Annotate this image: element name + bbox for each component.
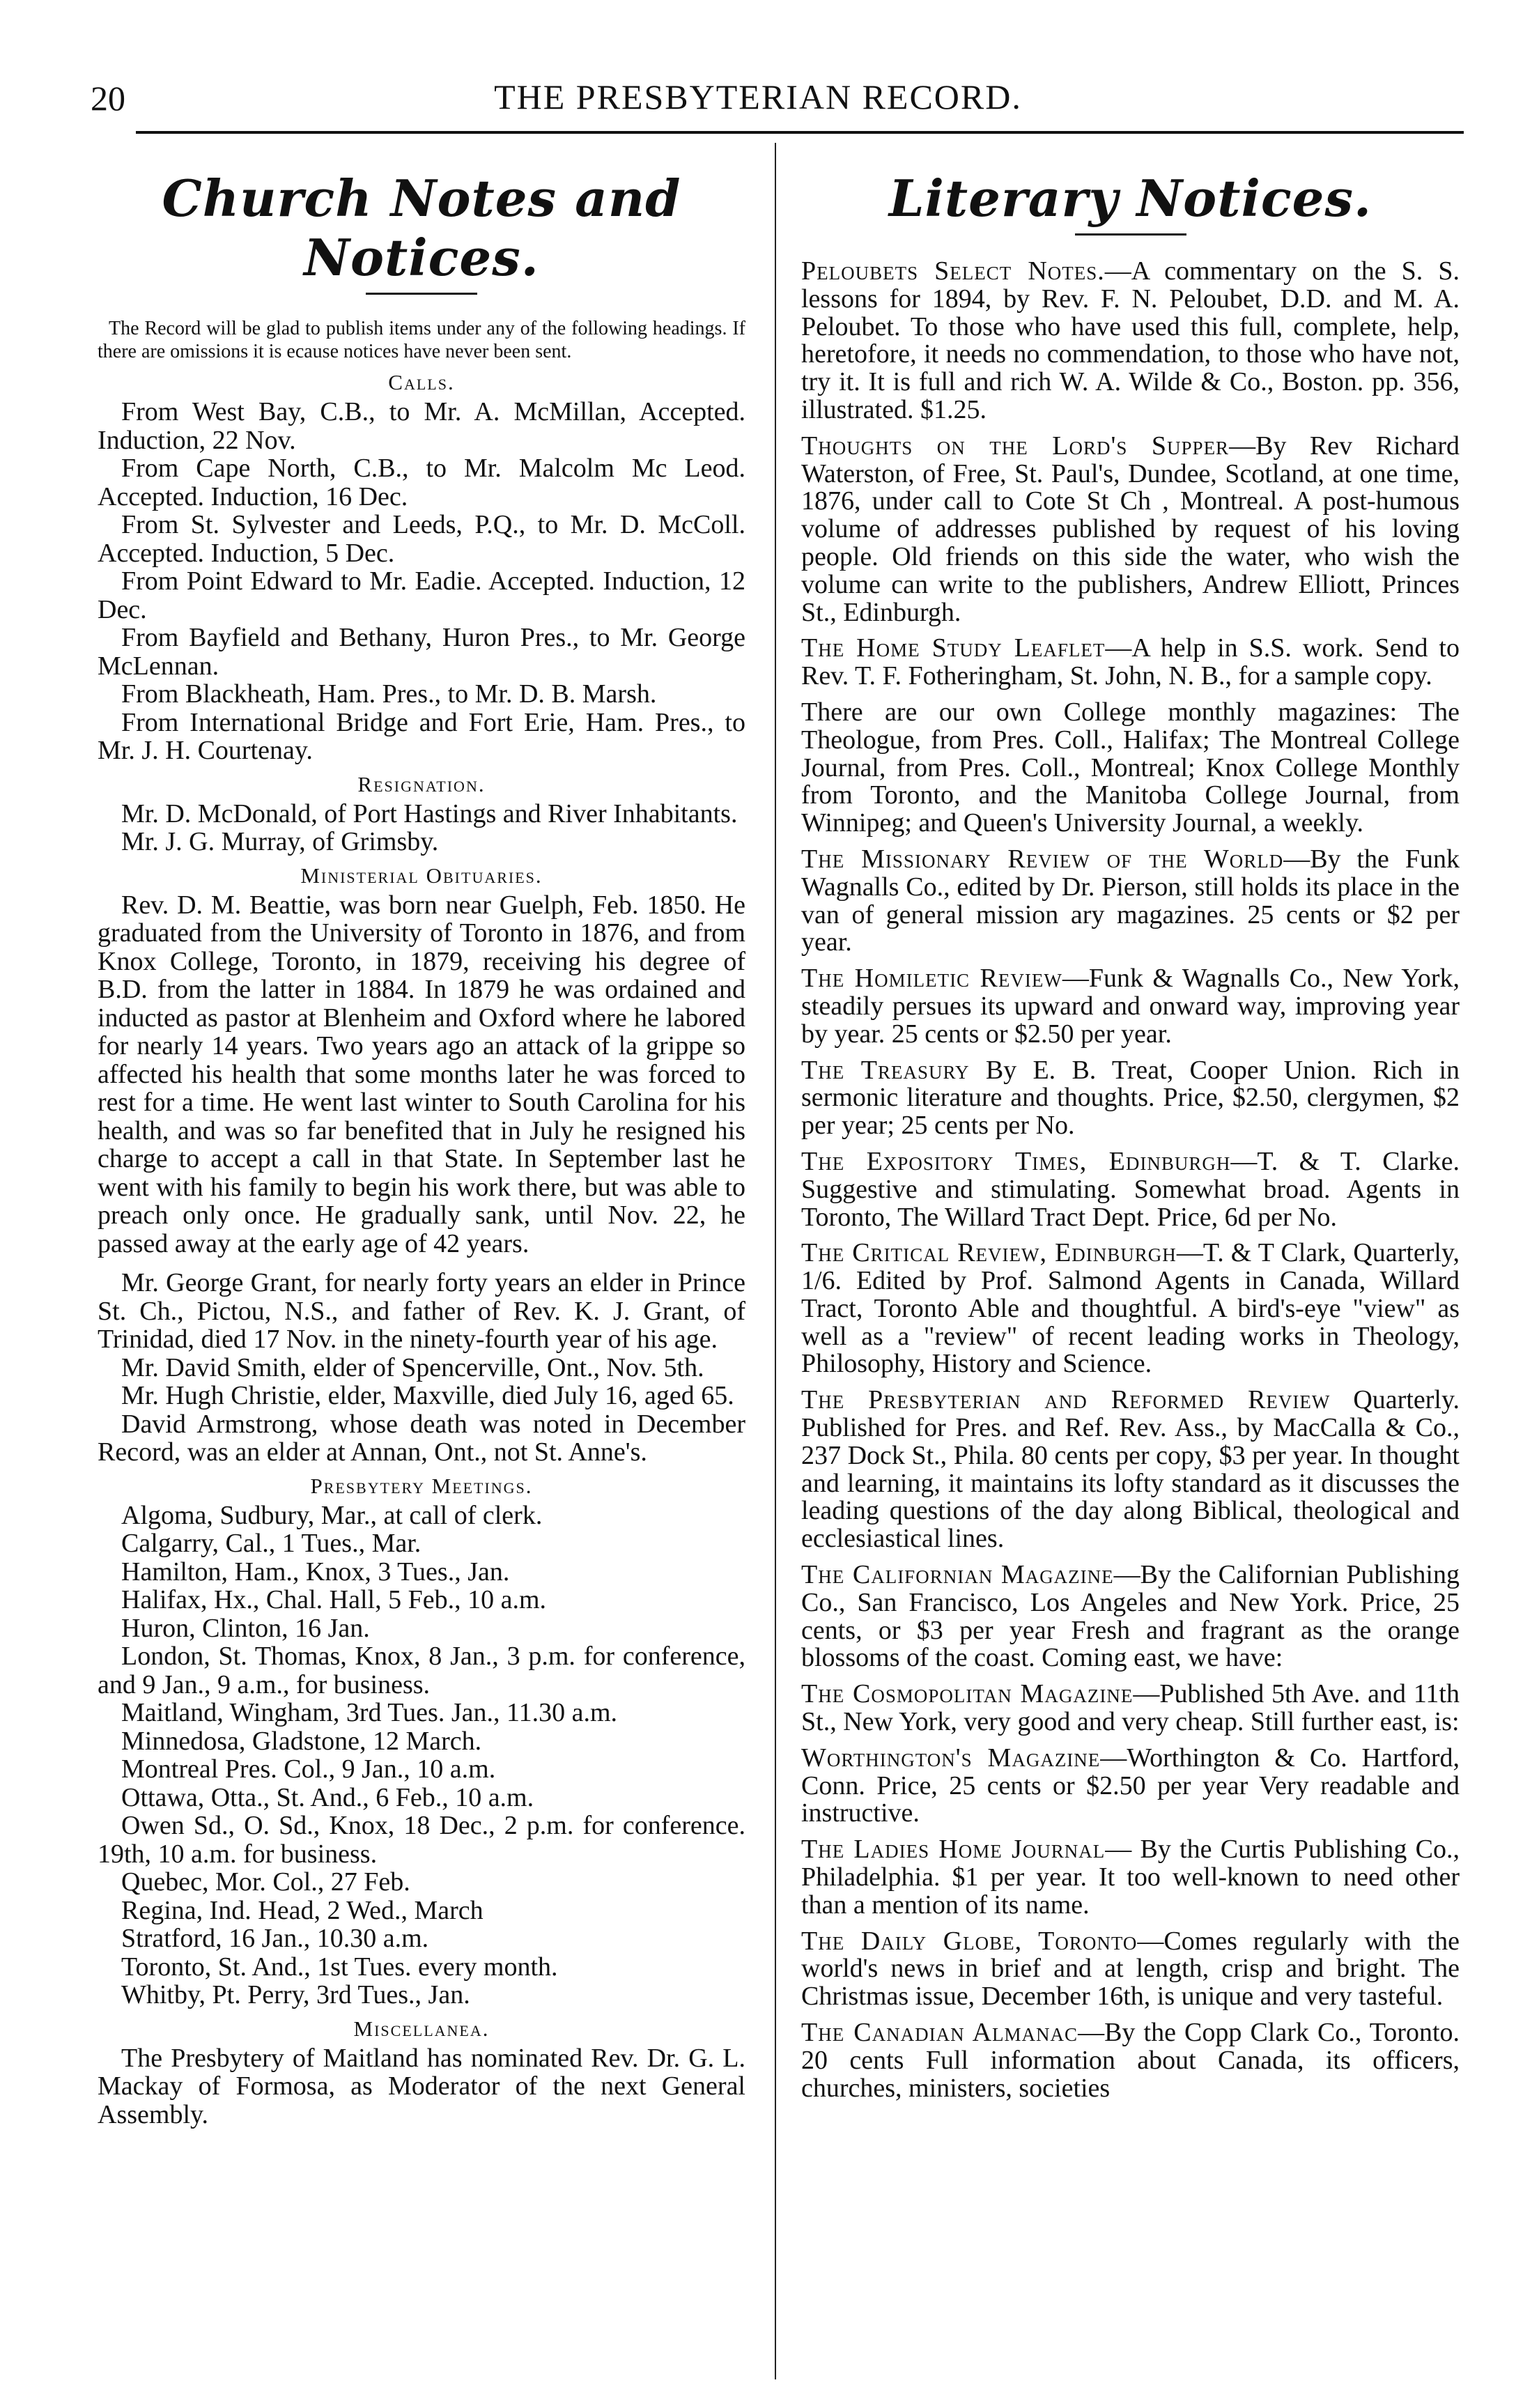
meeting-entry: Regina, Ind. Head, 2 Wed., March — [121, 1895, 484, 1925]
miscellanea-heading: Miscellanea. — [353, 2016, 490, 2041]
obituary-entry: Mr. Hugh Christie, elder, Maxville, died July 16, aged 65. — [121, 1381, 734, 1410]
literary-notices-title: Literary Notices. — [888, 169, 1372, 228]
meeting-entry: Montreal Pres. Col., 9 Jan., 10 a.m. — [121, 1754, 496, 1784]
meeting-entry: Algoma, Sudbury, Mar., at call of clerk. — [121, 1500, 543, 1530]
notice-lead: Thoughts on the Lord's Supper — [801, 431, 1230, 461]
obituary-entry: Mr. David Smith, elder of Spencerville, Ont., Nov. 5th. — [121, 1352, 704, 1382]
notice-text: —A help in S.S. work. Send to Rev. T. F. Fotheringham, St. John, N. B., for a sample copy. — [801, 633, 1460, 691]
notice-text: —By the Californian Publishing Co., San Francisco, Los Angeles and New York. Price, 25 cents, or $3 per year Fresh and fragrant as the orange blossoms of the coast. Coming east, we have: — [801, 1560, 1460, 1673]
calls-heading: Calls. — [388, 370, 455, 394]
notice-lead: The Cosmopolitan Magazine — [801, 1679, 1134, 1709]
notice-text: —Worthington & Co. Hartford, Conn. Price, 25 cents or $2.50 per year Very readable and instructive. — [801, 1743, 1460, 1828]
notice-lead: The Homiletic Review — [801, 964, 1062, 994]
notice-lead: The Canadian Almanac — [801, 2018, 1078, 2048]
literary-notices-column — [801, 146, 1460, 2110]
notice-text: —Comes regularly with the world's news in brief and at length, crisp and bright. The Christmas issue, December 16th, is unique and very tasteful. — [801, 1926, 1460, 2012]
literary-notice — [801, 635, 1460, 690]
literary-notice — [801, 1240, 1460, 1378]
notice-lead: The Californian Magazine — [801, 1560, 1114, 1590]
intro-note: The Record will be glad to publish items under any of the following headings. If there are omissions it is ecause notices have never been sent. — [98, 318, 745, 362]
notice-text: There are our own College monthly magazines: The Theologue, from Pres. Coll., Halifax; The Montreal College Journal, from Pres. Coll., Montreal; Knox College Monthly from Toronto, and the Manitoba College Journal, from Winnipeg; and Queen's University Journal, a weekly. — [801, 697, 1460, 838]
notice-text: —Funk & Wagnalls Co., New York, steadily persues its upward and onward way, improving year by year. 25 cents or $2.50 per year. — [801, 964, 1460, 1049]
notice-text: —By Rev Richard Waterston, of Free, St. Paul's, Dundee, Scotland, at one time, 1876, under call to Cote St Ch , Montreal. A post-humous volume of addresses published by request of his loving people. Old friends on this side the water, who wish the volume can write to the publishers, Andrew Elliott, Princes St., Edinburgh. — [801, 431, 1460, 627]
literary-notice — [801, 1681, 1460, 1736]
notice-text: —T. & T Clark, Quarterly, 1/6. Edited by Prof. Salmond Agents in Canada, Willard Tract, Toronto Able and thoughtful. A bird's-eye "view" as well as a "review" of recent leading works in Theology, Philosophy, History and Science. — [801, 1238, 1460, 1379]
obituary-entry: Mr. George Grant, for nearly forty years an elder in Prince St. Ch., Pictou, N.S., and father of Rev. K. J. Grant, of Trinidad, died 17 Nov. in the ninety-fourth year of his age. — [98, 1268, 745, 1354]
meeting-entry: Calgarry, Cal., 1 Tues., Mar. — [121, 1529, 421, 1558]
call-entry: From St. Sylvester and Leeds, P.Q., to Mr. D. McColl. Accepted. Induction, 5 Dec. — [98, 510, 745, 568]
notice-text: Quarterly. Published for Pres. and Ref. Rev. Ass., by MacCalla & Co., 237 Dock St., Phila. 80 cents per copy, $3 per year. In thought and learning, it maintains its lofty standard as it discusses the leading questions of the day along Biblical, theological and ecclesiastical lines. — [801, 1385, 1460, 1554]
miscellanea-entry: The Presbytery of Maitland has nominated Rev. Dr. G. L. Mackay of Formosa, as Moderator of the next General Assembly. — [98, 2043, 745, 2129]
literary-notice — [801, 1148, 1460, 1231]
notice-lead: The Daily Globe, Toronto — [801, 1926, 1138, 1956]
literary-notice — [801, 699, 1460, 838]
notice-text: —By the Funk Wagnalls Co., edited by Dr. Pierson, still holds its place in the van of general mission ary magazines. 25 cents or $2 per year. — [801, 844, 1460, 957]
meeting-entry: Quebec, Mor. Col., 27 Feb. — [121, 1867, 410, 1897]
notice-text: —A commentary on the S. S. lessons for 1894, by Rev. F. N. Peloubet, D.D. and M. A. Peloubet. To those who have used this full, complete, help, heretofore, it needs no commendation, to those who have not, try it. It is full and rich W. A. Wilde & Co., Boston. pp. 356, illustrated. $1.25. — [801, 256, 1460, 424]
notice-text: — By the Curtis Publishing Co., Philadelphia. $1 per year. It too well-known to need other than a mention of its name. — [801, 1835, 1460, 1920]
literary-notice — [801, 965, 1460, 1048]
notice-lead: The Critical Review, Edinburgh — [801, 1238, 1177, 1268]
header-rule — [136, 131, 1464, 134]
church-notes-title: Church Notes and Notices. — [162, 169, 681, 287]
meeting-entry: Owen Sd., O. Sd., Knox, 18 Dec., 2 p.m. for conference. 19th, 10 a.m. for business. — [98, 1811, 745, 1869]
literary-notice — [801, 1836, 1460, 1919]
literary-notice — [801, 846, 1460, 957]
meeting-entry: Stratford, 16 Jan., 10.30 a.m. — [121, 1924, 429, 1953]
notice-lead: The Treasury — [801, 1055, 970, 1085]
meeting-entry: Toronto, St. And., 1st Tues. every month. — [121, 1952, 558, 1982]
obituaries-heading: Ministerial Obituaries. — [300, 863, 543, 888]
call-entry: From Blackheath, Ham. Pres., to Mr. D. B. Marsh. — [121, 679, 657, 709]
notice-lead: Worthington's Magazine — [801, 1743, 1101, 1773]
meeting-entry: Ottawa, Otta., St. And., 6 Feb., 10 a.m. — [121, 1782, 534, 1812]
call-entry: From West Bay, C.B., to Mr. A. McMillan, Accepted. Induction, 22 Nov. — [98, 397, 745, 455]
call-entry: From International Bridge and Fort Erie, Ham. Pres., to Mr. J. H. Courtenay. — [98, 707, 745, 765]
resignation-entry: Mr. J. G. Murray, of Grimsby. — [121, 827, 439, 856]
literary-notice — [801, 1928, 1460, 2011]
notice-lead: The Expository Times, Edinburgh — [801, 1146, 1231, 1176]
column-divider — [775, 143, 776, 2379]
title-rule — [1075, 233, 1186, 236]
resignation-heading: Resignation. — [357, 771, 486, 796]
church-notes-column — [98, 146, 745, 2129]
literary-notice — [801, 1561, 1460, 1672]
notice-lead: The Presbyterian and Reformed Review — [801, 1385, 1331, 1415]
notice-lead: The Home Study Leaflet — [801, 633, 1106, 663]
notice-text: —T. & T. Clarke. Suggestive and stimulating. Somewhat broad. Agents in Toronto, The Willard Tract Dept. Price, 6d per No. — [801, 1146, 1460, 1232]
meeting-entry: Huron, Clinton, 16 Jan. — [121, 1613, 370, 1643]
running-title: THE PRESBYTERIAN RECORD. — [494, 77, 1022, 116]
meeting-entry: Hamilton, Ham., Knox, 3 Tues., Jan. — [121, 1557, 510, 1587]
page-header — [0, 0, 1516, 136]
meeting-entry: Whitby, Pt. Perry, 3rd Tues., Jan. — [121, 1980, 470, 2009]
call-entry: From Cape North, C.B., to Mr. Malcolm Mc Leod. Accepted. Induction, 16 Dec. — [98, 454, 745, 511]
presbytery-meetings-heading: Presbytery Meetings. — [310, 1473, 533, 1498]
literary-notice — [801, 1387, 1460, 1553]
call-entry: From Bayfield and Bethany, Huron Pres., to Mr. George McLennan. — [98, 623, 745, 681]
meeting-entry: Halifax, Hx., Chal. Hall, 5 Feb., 10 a.m. — [121, 1585, 547, 1614]
obituary-entry: David Armstrong, whose death was noted in December Record, was an elder at Annan, Ont., not St. Anne's. — [98, 1409, 745, 1467]
title-rule — [366, 293, 477, 295]
notice-text: —By the Copp Clark Co., Toronto. 20 cents Full information about Canada, its officers, churches, ministers, societies — [801, 2018, 1460, 2103]
meeting-entry: Maitland, Wingham, 3rd Tues. Jan., 11.30 a.m. — [121, 1698, 617, 1727]
obituary-beattie: Rev. D. M. Beattie, was born near Guelph, Feb. 1850. He graduated from the University of Toronto in 1876, and from Knox College, Toronto, in 1879, receiving his degree of B.D. from the latter in 1884. In 1879 he was ordained and inducted as pastor at Blenheim and Oxford where he labored for nearly 14 years. Two years ago an attack of la grippe so affected his health that some months later he was forced to rest for a time. He went last winter to South Carolina for his health, and was so far benefited that in July he resigned his charge to accept a call in that State. In September last he went with his family to begin his work there, but was able to preach only once. He gradually sank, until Nov. 22, he passed away at the early age of 42 years. — [98, 890, 745, 1258]
meeting-entry: London, St. Thomas, Knox, 8 Jan., 3 p.m. for conference, and 9 Jan., 9 a.m., for business. — [98, 1642, 745, 1699]
literary-notice — [801, 433, 1460, 627]
notice-lead: The Missionary Review of the World — [801, 844, 1284, 874]
literary-notice — [801, 1745, 1460, 1828]
call-entry: From Point Edward to Mr. Eadie. Accepted. Induction, 12 Dec. — [98, 566, 745, 624]
notice-lead: The Ladies Home Journal — [801, 1835, 1106, 1865]
notice-lead: Peloubets Select Notes. — [801, 256, 1105, 286]
literary-notice — [801, 258, 1460, 424]
literary-notice — [801, 2019, 1460, 2102]
notice-text: By E. B. Treat, Cooper Union. Rich in sermonic literature and thoughts. Price, $2.50, clergymen, $2 per year; 25 cents per No. — [801, 1055, 1460, 1141]
meeting-entry: Minnedosa, Gladstone, 12 March. — [121, 1726, 482, 1756]
page-number: 20 — [91, 79, 125, 118]
notice-text: —Published 5th Ave. and 11th St., New York, very good and very cheap. Still further east, is: — [801, 1679, 1460, 1737]
resignation-entry: Mr. D. McDonald, of Port Hastings and River Inhabitants. — [121, 798, 738, 828]
literary-notice — [801, 1057, 1460, 1140]
